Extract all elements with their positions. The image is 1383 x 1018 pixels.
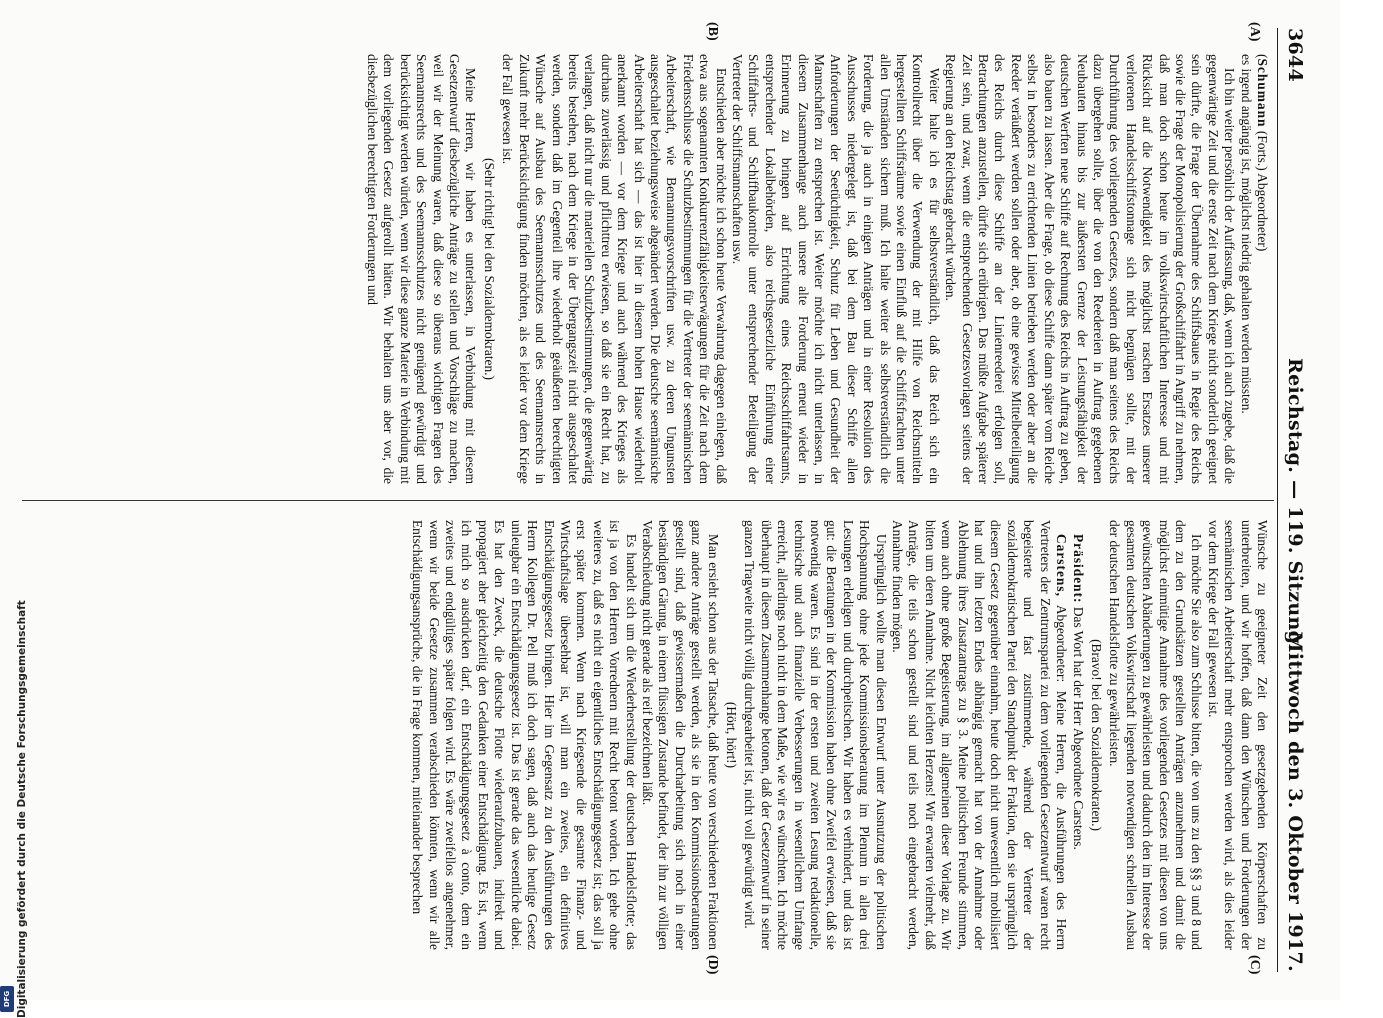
dfg-logo-text: DFG [3,990,11,1008]
interjection: (Bravo! bei den Sozialdemokraten.) [1088,639,1104,831]
speaker-continuation: (Schumann (Forts.) Abgeordneter) [1255,54,1270,252]
page-header [1277,28,1308,972]
paragraph: Meine Herren, die Ausführungen des Herrn Vertreters der Zentrumspartei zu dem vorliegenden Gesetzentwurf waren recht begeisterte und fast zustimmende, während der Vertreter der sozialdemokratischen Partei den Standpunkt der Fraktion, den sie ursprünglich diesem Gesetz gegenüber einnahm, heute doch nicht unwesentlich mobilisiert hat und ihn letzten Endes abhängig gemacht hat von der Annahme oder Ablehnung ihres Zusatzantrags zu § 3. Meine politischen Freunde stimmen, wenn auch ohne große Begeisterung, im allgemeinen dieser Vorlage zu. Wir bitten um deren Annahme. Nicht leichten Herzens! Wir erwarten vielmehr, daß Anträge, die teils schon gestellt sind und teils noch eingebracht werden, Annahme finden mögen. [890,520,1070,950]
digitization-footer [0,18,28,1018]
left-column [30,54,1270,484]
paragraph: Ursprünglich wollte man diesen Entwurf unter Ausnutzung der politischen Hochspannung ohne jede Kommissionsberatung im Plenum in allen drei Lesungen erledigen und durchpeitschen. Wir haben es verhindert, und das ist gut: die Beratungen in der Kommission haben ohne Zweifel erwiesen, daß sie notwendig waren. Es sind in der ersten und zweiten Lesung redaktionelle, technische und auch finanzielle Verbesserungen in wesentlichem Umfange erreicht, allerdings noch nicht in dem Maße, wie wir es wünschten. Ich möchte überhaupt in diesem Zusammenhange betonen, daß der Gesetzentwurf in seiner ganzen Tragweite nicht völlig durchgearbeitet ist, nicht voll gewürdigt wird. [742,520,889,950]
paragraph: Ich möchte Sie also zum Schlusse bitten, die von uns zu den §§ 3 und 8 und dem zu den Grundsätzen gestellten Anträgen anzunehmen und damit die möglichst einmütige Annahme des vorliegenden Gesetzes mit diesen von uns gewünschten Abänderungen zu gewährleisten und dadurch den im Interesse der gesamten deutschen Volkswirtschaft liegenden notwendigen schnellen Ausbau der deutschen Handelsflotte zu gewährleisten. [1107,520,1205,950]
margin-marker-b: (B) [705,22,720,41]
margin-marker-c: (C) [1247,955,1262,975]
speaker-name: Schumann [1255,58,1270,128]
president-text: Das Wort hat der Herr Abgeordnete Carstens. [1070,606,1086,850]
margin-marker-d: (D) [705,955,720,975]
paragraph: Ich bin weiter persönlich der Auffassung, daß, wenn ich auch zugebe, daß die gegenwärtige Zeit und die erste Zeit nach dem Kriege nicht sonderlich geeignet sein dürfte, die Frage der Übernahme des Schiffsbaues in Regie des Reichs sowie die Frage der Monopolisierung der Großschiffahrt in Angriff zu nehmen, daß man doch schon heute im volkswirtschaftlichen Interesse und mit Rücksicht auf die Notwendigkeit des möglichst raschen Ersatzes unserer verlorenen Handelsschiffstonnage sich nicht begnügen sollte, mit der Durchführung des vorliegenden Gesetzes, sondern daß man seitens des Reichs dazu übergehen sollte, über die von den Reedereien in Auftrag gegebenen Neubauten hinaus bis zur äußersten Grenze der Leistungsfähigkeit der deutschen Werften neue Schiffe auf Rechnung des Reichs in Auftrag zu geben, also bauen zu lassen. Aber die Frage, ob diese Schiffe dann später vom Reiche selbst in besonders zu errichtenden Linien betrieben werden oder aber an die Reeder veräußert werden sollen oder aber, ob eine gewisse Mittelbeteiligung des Reichs durch diese Schiffe an der Linienreederei erfolgen soll, Betrachtungen anzustellen, dürfte sich erübrigen. Das müßte Aufgabe späterer Zeit sein, und zwar, wenn die entsprechenden Gesetzesvorlagen seitens der Regierung an den Reichstag gebracht würden. [943,54,1238,484]
right-column [30,520,1270,950]
interjection: (Hört, hört!) [724,701,739,769]
session-date: Mittwoch den 3. Oktober 1917. [1284,631,1306,972]
speaker-block [889,520,1069,950]
column-divider [22,500,1274,501]
interjection: (Sehr richtig! bei den Sozialdemokraten.) [481,158,497,380]
speaker-role: Abgeordneter: [1054,604,1070,683]
paragraph: Weiter halte ich es für selbstverständlich, daß das Reich sich ein Kontrollrecht über die Verwendung der mit Hilfe von Reichsmitteln hergestellten Schiffsräume sowie einen Einfluß auf die Schiffsfrachten unter allen Umständen sichern muß. Ich halte weiter als selbstverständlich die Forderung, die ja auch in einigen Anträgen und in einer Resolution des Ausschusses niedergelegt ist, daß bei dem Bau dieser Schiffe allen Anforderungen der Seetüchtigkeit, Schutz für Leben und Gesundheit der Mannschaften zu entsprechen ist. Weiter möchte ich nicht unterlassen, in diesem Zusammenhange auch unsere alte Forderung erneut wieder in Erinnerung zu bringen auf Errichtung eines Reichsschiffahrtsamts, entsprechender Lokalbehörden, also reichsgesetzliche Einführung einer Schiffahrts- und Schiffbaukontrolle unter entsprechender Beteiligung der Vertreter der Schiffsmannschaften usw. [730,54,942,484]
paragraph: es irgend angängig ist, möglichst niedrig gehalten werden müssten. [1238,54,1254,414]
paragraph: Man ersieht schon aus der Tatsache, daß heute von verschiedenen Fraktionen ganz andere Anträge gestellt werden, als sie in den Kommissionsberatungen gestellt sind, daß gewissermaßen die Durcharbeitung sich noch in einer beständigen Gärung, in einem flüssigen Zustande befindet, der ihn zur völligen Verabschiedung nicht gerade als reif bezeichnen läßt. [639,520,721,950]
president-label: Präsident: [1070,534,1086,604]
speaker-name: Carstens, [1054,534,1070,597]
paragraph: Entschieden aber möchte ich schon heute Verwahrung dagegen einlegen, daß etwa aus sogenannten Konkurrenzfähigkeitserwägungen für die Zeit nach dem Friedensschlusse die Schutzbestimmungen für die Vertreter der seemännischen Arbeiterschaft, wie Bemannungsvorschriften usw. zu deren Ungunsten ausgeschaltet beziehungsweise abgeändert werden. Die deutsche seemännische Arbeiterschaft hat sich — das ist hier in diesem hohen Hause wiederholt anerkannt worden — vor dem Kriege und auch während des Krieges als durchaus zuverlässig und pflichttreu erwiesen, so daß sie ein Recht hat, zu verlangen, daß nicht nur die materiellen Schutzbestimmungen, die gegenwärtig bereits bestehen, nach dem Kriege in der Übergangszeit nicht ausgeschaltet werden, sondern daß im Gegenteil ihre wiederholt geäußerten berechtigten Wünsche auf Ausbau des Seemannsschutzes und des Seemannsrechts in Zukunft mehr Berücksichtigung finden möchten, als es leider vor dem Kriege der Fall gewesen ist. [500,54,729,484]
president-statement [1069,520,1085,950]
page-number: 3644 [1284,28,1306,83]
paragraph: Meine Herren, wir haben es unterlassen, in Verbindung mit diesem Gesetzentwurf diesbezügliche Anträge zu stellen und Vorschläge zu machen, weil wir der Meinung waren, daß diese so überaus wichtigen Fragen des Seemannsrechts und des Seemannsschutzes nicht genügend gewürdigt und berücksichtigt werden würden, wenn wir diese ganze Materie in Verbindung mit dem vorliegenden Gesetz aufgerollt hätten. Wir behalten uns aber vor, die diesbezüglichen berechtigten Forderungen und [365,54,479,484]
speaker-note: (Forts.) Abgeordneter) [1255,130,1270,252]
dfg-logo [0,986,14,1012]
paragraph: Wünsche zu geeigneter Zeit den gesetzgebenden Körperschaften zu unterbreiten, und wir hoffen, daß dann den Wünschen und Forderungen der seemännischen Arbeiterschaft mehr entsprochen werden wird, als dies leider vor dem Kriege der Fall gewesen ist. [1205,520,1270,950]
paragraph: Es handelt sich um die Wiederherstellung der deutschen Handelsflotte; das ist ja von den Herren Vorrednern mit Recht betont worden. Ich gehe ohne weiteres zu, daß es nicht ein eigentliches Entschädigungsgesetz ist; das soll ja erst später kommen. Wenn nach Kriegsende die gesamte Finanz- und Wirtschaftslage übersehbar ist, will man ein zweites, ein definitives Entschädigungsgesetz bringen. Hier im Gegensatz zu den Ausführungen des Herrn Kollegen Dr. Pell muß ich doch sagen, daß auch das heutige Gesetz unleugbar ein Entschädigungsgesetz ist. Das ist gerade das wesentliche dabei. Es hat den Zweck, die deutsche Flotte wiederaufzubauen, indirekt und propagiert aber gleichzeitig den Gedanken einer Entschädigung. Es ist, wenn ich mich so ausdrücken darf, ein Entschädigungsgesetz à conto, dem ein zweites und endgültiges später folgen wird. Es wäre zweifellos angenehmer, wenn wir beide Gesetze zusammen verabschieden könnten, wenn wir alle Entschädigungsansprüche, die in Frage kommen, miteinander besprechen [410,520,639,950]
margin-marker-a: (A) [1247,22,1262,42]
funding-credit: Digitalisierung gefördert durch die Deutsche Forschungsgemeinschaft [16,600,28,1018]
session-title: Reichstag. — 119. Sitzung. [1284,358,1306,652]
